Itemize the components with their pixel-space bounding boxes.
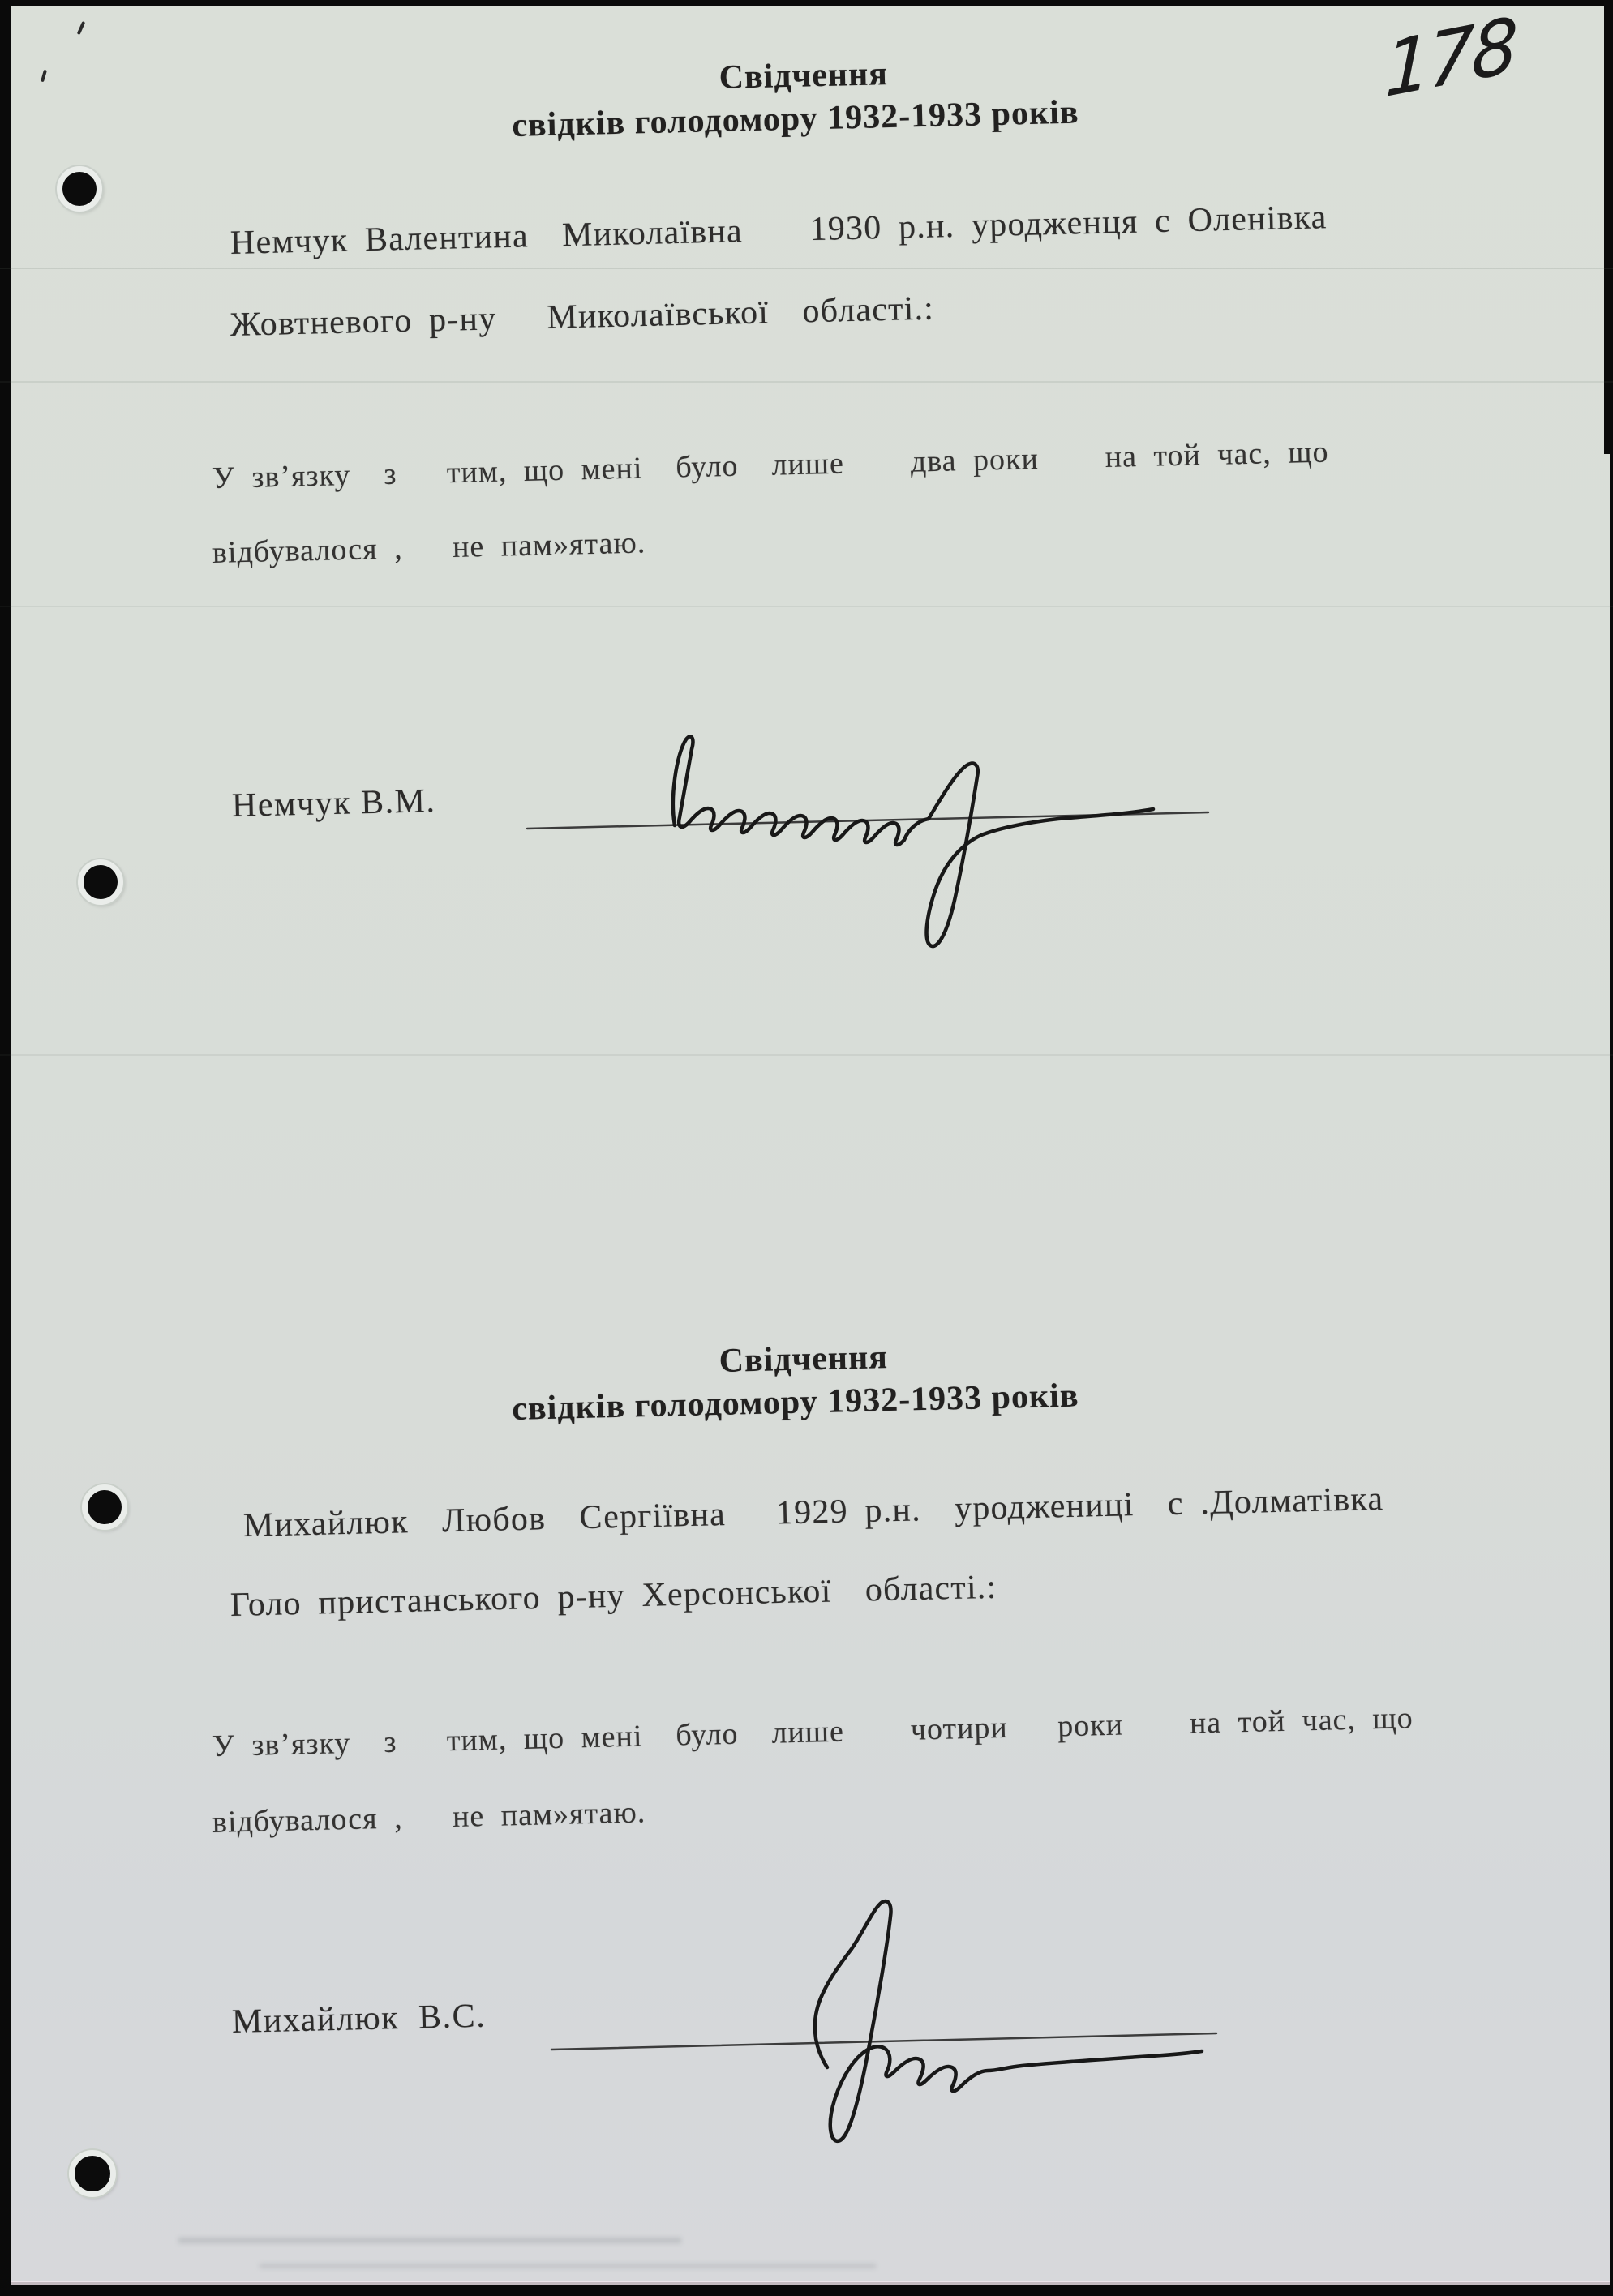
section1-testimony-line2: відбувалося , не пам»ятаю.	[212, 525, 646, 570]
section2-title: Свідчення	[718, 1339, 889, 1380]
handwritten-page-number: 178	[1383, 1, 1516, 115]
section2-testimony-line1: У зв’язку з тим, що мені було лише чотири роки на той час, що	[212, 1701, 1414, 1763]
section1-signatory-name: Немчук В.М.	[231, 782, 436, 825]
scan-edge-shadow	[1604, 0, 1613, 454]
section1-witness-line2: Жовтневого р-ну Миколаївської області.:	[230, 289, 935, 344]
signature-stroke	[815, 1901, 1202, 2141]
section1-title: Свідчення	[718, 55, 889, 96]
section2-signatory-name: Михайлюк В.С.	[231, 1997, 487, 2041]
hole-punch	[78, 859, 123, 905]
section2-testimony-line2: відбувалося , не пам»ятаю.	[212, 1795, 646, 1840]
handwritten-signature-mykhailiuk	[503, 1865, 1281, 2157]
section2-witness-line1: Михайлюк Любов Сергіївна 1929 р.н. уроджениці с .Долматівка	[242, 1480, 1384, 1544]
hole-punch	[82, 1484, 127, 1530]
hole-punch	[57, 166, 102, 212]
paper-bottom-edge	[11, 2281, 1610, 2285]
signature-stroke	[673, 736, 1153, 946]
section1-witness-line1: Немчук Валентина Миколаївна 1930 р.н. уродженця с Оленівка	[230, 199, 1328, 262]
hole-punch	[69, 2150, 116, 2197]
handwritten-signature-nemchuk	[454, 697, 1233, 965]
section2-witness-line2: Голо пристанського р-ну Херсонської області.:	[230, 1568, 997, 1624]
section1-testimony-line1: У зв’язку з тим, що мені було лише два роки на той час, що	[212, 435, 1329, 495]
section2-subtitle: свідків голодомору 1932-1933 років	[511, 1377, 1079, 1428]
section1-subtitle: свідків голодомору 1932-1933 років	[511, 93, 1079, 144]
